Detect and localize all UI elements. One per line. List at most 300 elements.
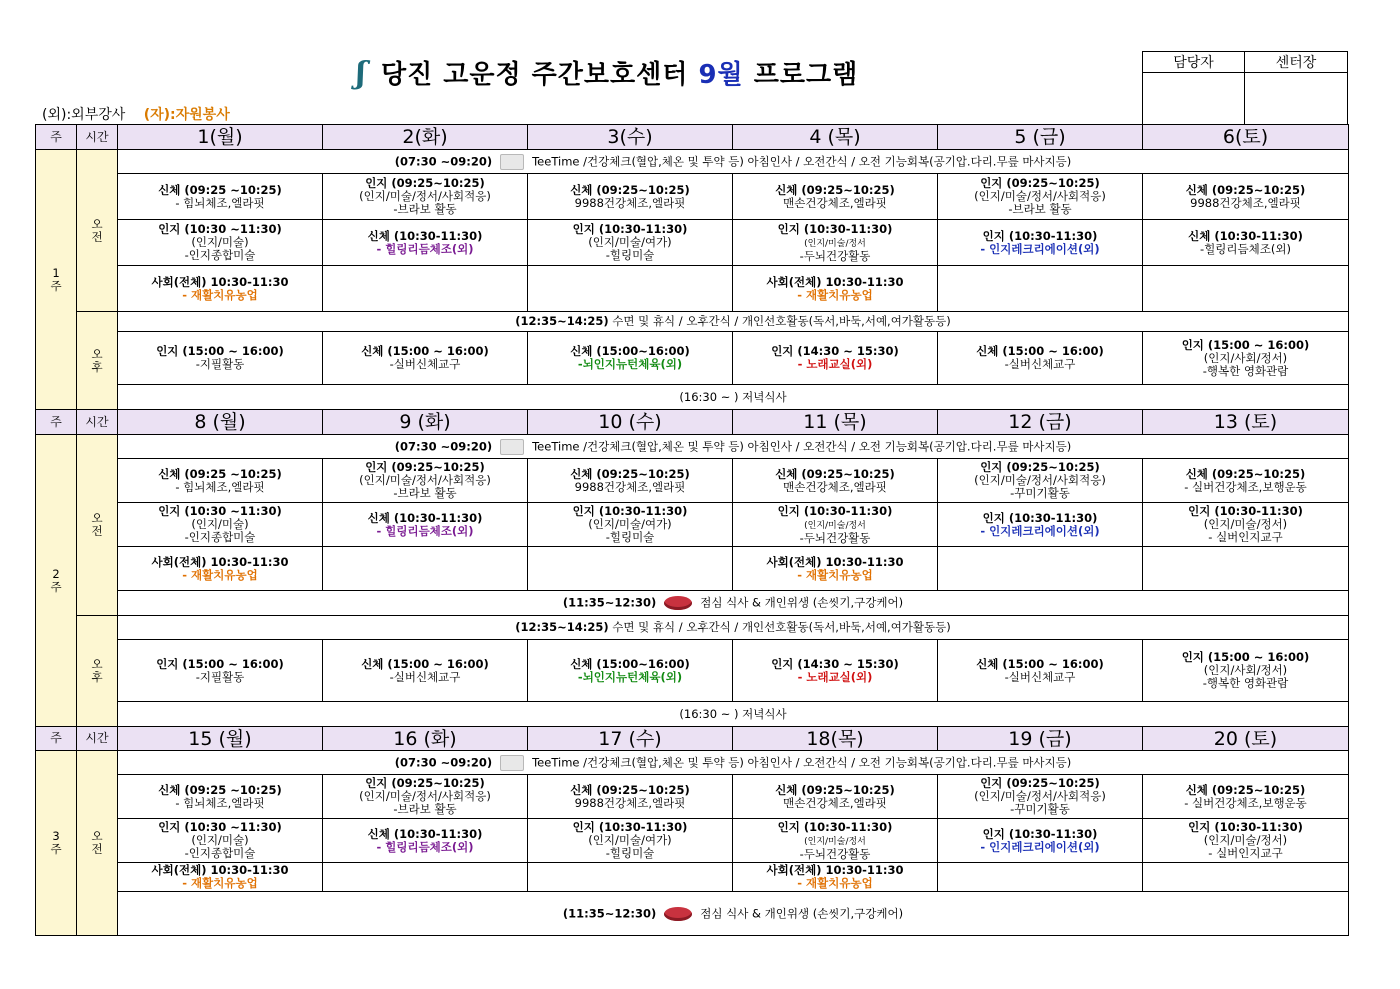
day-header-thu: 4 (목) (733, 125, 938, 150)
day-header-mon: 8 (월) (118, 410, 323, 435)
activity-line-2: - 힐링리듬체조(외) (376, 241, 474, 256)
dinner-text: (16:30 ~ ) 저녁식사 (679, 706, 787, 721)
activity-line-3: -두뇌건강활동 (799, 248, 871, 263)
bar-text: TeeTime /건강체크(혈압,체온 및 투약 등) 아침인사 / 오전간식 / 오전 기능회복(공기압.다리.무릎 마사지등) (532, 439, 1072, 453)
activity-line-2: (인지/미술/정서 (804, 520, 866, 531)
activity-line-1: 신체 (10:30-11:30) (367, 228, 483, 243)
schedule-row (36, 591, 1349, 616)
bar-time: (12:35~14:25) (515, 620, 609, 634)
schedule-row (36, 459, 1349, 503)
day-header-mon: 15 (월) (118, 727, 323, 751)
activity-line-3: -힐링미술 (605, 248, 655, 262)
week-label-text: 3 주 (50, 829, 62, 856)
schedule-row (36, 727, 1349, 751)
activity-cell-sat (1143, 547, 1349, 591)
bar-text: TeeTime /건강체크(혈압,체온 및 투약 등) 아침인사 / 오전간식 / 오전 기능회복(공기압.다리.무릎 마사지등) (532, 154, 1072, 168)
activity-line-2: - 힐링리듬체조(외) (376, 523, 474, 538)
activity-line-2: -지필활동 (195, 357, 245, 371)
activity-line-1: 신체 (15:00~16:00) (570, 656, 690, 671)
activity-line-3: -인지종합미술 (184, 248, 256, 262)
bar-time: (07:30 ~09:20) (394, 439, 493, 453)
activity-line-2: - 재활치유농업 (797, 876, 873, 890)
activity-line-1: 인지 (10:30-11:30) (777, 503, 893, 518)
activity-line-1: 인지 (15:00 ~ 16:00) (156, 344, 284, 358)
pm-activity-cell-mon (118, 640, 323, 702)
activity-line-1: 인지 (10:30-11:30) (777, 221, 893, 236)
activity-cell-thu (733, 775, 938, 819)
activity-line-2: (인지/미술) (191, 235, 249, 249)
activity-line-2: (인지/미술) (191, 517, 249, 531)
activity-line-1: 인지 (14:30 ~ 15:30) (771, 656, 899, 671)
activity-line-3: -두뇌건강활동 (799, 530, 871, 545)
activity-line-1: 신체 (09:25~10:25) (570, 466, 690, 481)
activity-cell-sat (1143, 174, 1349, 220)
sign-manager-label: 담당자 (1143, 52, 1245, 73)
activity-line-3: -꾸미기활동 (1010, 486, 1070, 500)
activity-line-2: -실버신체교구 (389, 669, 461, 684)
activity-line-2: -실버신체교구 (1004, 669, 1076, 684)
pm-activity-cell-tue (323, 332, 528, 385)
title-center-name: 당진 고운정 주간보호센터 (381, 60, 689, 90)
bar-text: 수면 및 휴식 / 오후간식 / 개인선호활동(독서,바둑,서예,여가활동등) (612, 314, 951, 328)
activity-line-1: 신체 (09:25 ~10:25) (158, 182, 282, 197)
activity-line-2: (인지/미술/정서) (1203, 833, 1288, 847)
activity-line-1: 신체 (10:30-11:30) (367, 510, 483, 525)
day-header-fri: 19 (금) (938, 727, 1143, 751)
day-header-mon: 1(월) (118, 125, 323, 150)
activity-cell-thu (733, 266, 938, 312)
bar-text: 점심 식사 & 개인위생 (손씻기,구강케어) (700, 906, 904, 920)
bar-time: (11:35~12:30) (562, 906, 657, 920)
activity-cell-thu (733, 503, 938, 547)
activity-line-1: 신체 (15:00~16:00) (570, 344, 690, 358)
activity-cell-tue (323, 266, 528, 312)
week-label-text: 2 주 (50, 566, 62, 594)
activity-cell-sat (1143, 819, 1349, 863)
schedule-row (36, 616, 1349, 640)
dinner-text: (16:30 ~ ) 저녁식사 (679, 389, 787, 404)
activity-line-2: - 인지레크리에이션(외) (980, 241, 1100, 256)
activity-line-1: 신체 (09:25~10:25) (570, 782, 690, 797)
activity-cell-fri (938, 775, 1143, 819)
day-header-sat: 6(토) (1143, 125, 1349, 150)
activity-line-2: (인지/미술/정서 (804, 238, 866, 249)
activity-cell-mon (118, 503, 323, 547)
activity-line-2: - 재활치유농업 (182, 876, 258, 890)
activity-cell-fri (938, 547, 1143, 591)
morning-routine-bar (118, 435, 1349, 459)
am-label (77, 150, 118, 312)
pm-activity-cell-wed (528, 640, 733, 702)
activity-cell-mon (118, 547, 323, 591)
activity-cell-sat (1143, 266, 1349, 312)
activity-line-3: -브라보 활동 (393, 486, 457, 500)
schedule-row (36, 547, 1349, 591)
activity-line-1: 사회(전체) 10:30-11:30 (766, 863, 904, 877)
activity-cell-fri (938, 266, 1143, 312)
activity-line-1: 신체 (09:25~10:25) (775, 466, 895, 481)
activity-line-2: 9988건강체조,엘라핏 (574, 479, 686, 494)
activity-cell-tue (323, 220, 528, 266)
schedule-row (36, 312, 1349, 332)
schedule-row (36, 863, 1349, 892)
activity-line-1: 신체 (10:30-11:30) (367, 826, 483, 841)
activity-cell-wed (528, 547, 733, 591)
activity-cell-fri (938, 503, 1143, 547)
activity-line-1: 사회(전체) 10:30-11:30 (766, 274, 904, 289)
activity-line-3: -브라보 활동 (393, 802, 457, 816)
pm-label-text: 오 후 (91, 657, 103, 684)
activity-line-1: 인지 (10:30-11:30) (1188, 820, 1303, 834)
tea-cup-icon (500, 439, 524, 455)
activity-line-1: 신체 (09:25~10:25) (775, 782, 895, 797)
activity-line-3: -두뇌건강활동 (799, 846, 871, 861)
pm-activity-cell-thu (733, 332, 938, 385)
day-header-sat: 13 (토) (1143, 410, 1349, 435)
bar-text: 점심 식사 & 개인위생 (손씻기,구강케어) (700, 595, 904, 610)
activity-line-1: 인지 (09:25~10:25) (365, 176, 485, 190)
rest-bar (118, 312, 1349, 332)
activity-line-3: -힐링미술 (605, 846, 655, 860)
activity-line-2: -힐링리듬체조(외) (1200, 241, 1291, 256)
dinner-bar (118, 385, 1349, 410)
activity-line-1: 인지 (09:25~10:25) (980, 460, 1100, 474)
activity-line-1: 신체 (09:25~10:25) (570, 182, 690, 197)
activity-cell-tue (323, 503, 528, 547)
pm-activity-cell-sat (1143, 332, 1349, 385)
activity-line-3: -행복한 영화관람 (1202, 676, 1289, 690)
activity-line-2: (인지/미술/여가) (588, 235, 672, 249)
activity-cell-mon (118, 459, 323, 503)
activity-line-3: - 실버인지교구 (1208, 530, 1283, 544)
activity-line-1: 신체 (09:25 ~10:25) (158, 782, 282, 797)
pm-label (77, 616, 118, 727)
center-logo-icon: ʃ (356, 56, 367, 91)
activity-line-2: - 인지레크리에이션(외) (980, 523, 1100, 538)
activity-cell-thu (733, 819, 938, 863)
bar-time: (12:35~14:25) (515, 314, 609, 328)
activity-line-1: 인지 (10:30-11:30) (982, 826, 1098, 841)
activity-line-2: (인지/미술/정서/사회적응) (359, 789, 491, 803)
activity-line-2: (인지/미술/정서/사회적응) (359, 473, 491, 487)
activity-line-1: 신체 (10:30-11:30) (1188, 228, 1303, 243)
schedule-row (36, 174, 1349, 220)
activity-line-2: (인지/미술/정서 (804, 836, 866, 847)
activity-line-3: -힐링미술 (605, 530, 655, 544)
week-col-header: 주 (36, 410, 77, 435)
activity-line-3: -브라보 활동 (393, 202, 457, 216)
activity-line-2: 맨손건강체조,엘라핏 (783, 795, 887, 810)
activity-line-2: (인지/미술/정서/사회적응) (359, 189, 491, 203)
schedule-row (36, 435, 1349, 459)
activity-cell-fri (938, 459, 1143, 503)
activity-cell-mon (118, 266, 323, 312)
activity-line-2: - 힘뇌체조,엘라핏 (175, 195, 265, 210)
activity-line-1: 인지 (10:30 ~11:30) (158, 504, 282, 518)
activity-line-2: (인지/미술/여가) (588, 833, 672, 847)
activity-line-1: 신체 (09:25~10:25) (775, 182, 895, 197)
schedule-row (36, 410, 1349, 435)
activity-cell-mon (118, 775, 323, 819)
activity-cell-thu (733, 547, 938, 591)
am-label-text: 오 전 (91, 216, 103, 244)
activity-line-1: 사회(전체) 10:30-11:30 (766, 554, 904, 569)
activity-line-2: - 재활치유농업 (182, 287, 258, 302)
pm-label (77, 312, 118, 410)
activity-line-2: 9988건강체조,엘라핏 (574, 195, 686, 210)
activity-line-2: -실버신체교구 (389, 357, 461, 371)
week-col-header: 주 (36, 125, 77, 150)
day-header-fri: 12 (금) (938, 410, 1143, 435)
activity-cell-sat (1143, 459, 1349, 503)
activity-line-1: 신체 (09:25~10:25) (1185, 182, 1306, 197)
activity-cell-wed (528, 863, 733, 892)
activity-line-1: 인지 (15:00 ~ 16:00) (1181, 337, 1310, 352)
activity-line-2: 9988건강체조,엘라핏 (574, 795, 686, 810)
activity-line-2: (인지/사회/정서) (1203, 663, 1288, 677)
activity-line-2: - 실버건강체조,보행운동 (1184, 479, 1307, 494)
legend (42, 104, 230, 124)
activity-line-2: -실버신체교구 (1004, 357, 1076, 371)
schedule-row (36, 332, 1349, 385)
activity-line-2: - 힘뇌체조,엘라핏 (175, 795, 265, 810)
activity-cell-wed (528, 819, 733, 863)
activity-cell-tue (323, 547, 528, 591)
activity-cell-thu (733, 459, 938, 503)
day-header-tue: 9 (화) (323, 410, 528, 435)
pm-activity-cell-fri (938, 332, 1143, 385)
activity-line-1: 신체 (09:25 ~10:25) (158, 466, 282, 481)
pm-activity-cell-mon (118, 332, 323, 385)
week-col-header: 주 (36, 727, 77, 751)
tea-cup-icon (500, 755, 524, 771)
pm-activity-cell-tue (323, 640, 528, 702)
activity-line-1: 인지 (10:30-11:30) (572, 504, 688, 518)
schedule-row (36, 503, 1349, 547)
day-header-thu: 11 (목) (733, 410, 938, 435)
day-header-thu: 18(목) (733, 727, 938, 751)
activity-cell-mon (118, 174, 323, 220)
activity-line-2: (인지/사회/정서) (1203, 350, 1288, 365)
activity-cell-tue (323, 863, 528, 892)
program-schedule (35, 124, 1349, 936)
rest-bar (118, 616, 1349, 640)
week-label (36, 751, 77, 936)
day-header-fri: 5 (금) (938, 125, 1143, 150)
title-month: 9월 (698, 60, 744, 90)
day-header-tue: 16 (화) (323, 727, 528, 751)
schedule-row (36, 640, 1349, 702)
schedule-row (36, 220, 1349, 266)
activity-cell-thu (733, 220, 938, 266)
day-header-sat: 20 (토) (1143, 727, 1349, 751)
morning-routine-bar (118, 751, 1349, 775)
activity-cell-tue (323, 819, 528, 863)
activity-cell-sat (1143, 220, 1349, 266)
schedule-row (36, 702, 1349, 727)
activity-cell-mon (118, 220, 323, 266)
activity-cell-wed (528, 220, 733, 266)
week-label (36, 150, 77, 410)
schedule-row (36, 266, 1349, 312)
dinner-bar (118, 702, 1349, 727)
activity-cell-thu (733, 174, 938, 220)
activity-line-3: -브라보 활동 (1008, 202, 1072, 216)
activity-line-3: -꾸미기활동 (1010, 802, 1070, 816)
activity-line-1: 인지 (09:25~10:25) (365, 776, 485, 790)
schedule-row (36, 385, 1349, 410)
activity-line-1: 인지 (10:30-11:30) (572, 222, 688, 236)
time-col-header: 시간 (77, 727, 118, 751)
activity-line-3: - 실버인지교구 (1208, 846, 1283, 860)
activity-cell-fri (938, 819, 1143, 863)
lunch-bar (118, 892, 1349, 936)
pm-activity-cell-wed (528, 332, 733, 385)
activity-line-1: 인지 (10:30 ~11:30) (158, 222, 282, 236)
pm-activity-cell-sat (1143, 640, 1349, 702)
activity-line-1: 인지 (14:30 ~ 15:30) (771, 344, 899, 358)
day-header-tue: 2(화) (323, 125, 528, 150)
approval-box (1142, 51, 1348, 127)
schedule-row (36, 819, 1349, 863)
schedule-row (36, 751, 1349, 775)
activity-line-1: 인지 (10:30-11:30) (572, 820, 688, 834)
activity-line-2: - 재활치유농업 (797, 567, 873, 582)
pm-activity-cell-fri (938, 640, 1143, 702)
activity-cell-wed (528, 775, 733, 819)
activity-cell-wed (528, 503, 733, 547)
activity-cell-wed (528, 266, 733, 312)
morning-routine-bar (118, 150, 1349, 174)
activity-line-2: - 힘뇌체조,엘라핏 (175, 479, 265, 494)
activity-cell-fri (938, 174, 1143, 220)
schedule-row (36, 775, 1349, 819)
page-title (356, 54, 858, 91)
activity-cell-mon (118, 863, 323, 892)
activity-cell-sat (1143, 503, 1349, 547)
activity-line-1: 인지 (10:30-11:30) (982, 510, 1098, 525)
activity-line-1: 사회(전체) 10:30-11:30 (151, 274, 289, 289)
activity-line-1: 인지 (09:25~10:25) (980, 776, 1100, 790)
legend-volunteer: (자):자원봉사 (143, 107, 230, 123)
activity-line-2: - 노래교실(외) (797, 669, 873, 684)
activity-line-1: 인지 (09:25~10:25) (980, 176, 1100, 190)
rice-bowl-icon (664, 907, 692, 921)
legend-outside-instructor: (외):외부강사 (42, 107, 126, 123)
schedule-row (36, 125, 1349, 150)
activity-cell-tue (323, 459, 528, 503)
schedule-row (36, 150, 1349, 174)
activity-line-2: - 인지레크리에이션(외) (980, 839, 1100, 854)
schedule-row (36, 892, 1349, 936)
sign-director-box (1245, 73, 1348, 127)
activity-cell-tue (323, 174, 528, 220)
title-program: 프로그램 (753, 60, 859, 90)
activity-line-2: 맨손건강체조,엘라핏 (783, 195, 887, 210)
activity-line-2: (인지/미술/정서/사회적응) (974, 789, 1106, 803)
activity-line-1: 신체 (15:00 ~ 16:00) (976, 344, 1104, 358)
activity-line-2: (인지/미술/정서/사회적응) (974, 189, 1106, 203)
activity-line-2: -뇌인지뉴턴체육(외) (577, 357, 683, 371)
activity-line-2: (인지/미술/정서) (1203, 517, 1288, 531)
activity-line-1: 신체 (15:00 ~ 16:00) (361, 344, 489, 358)
sign-director-label: 센터장 (1245, 52, 1348, 73)
activity-line-1: 사회(전체) 10:30-11:30 (151, 554, 289, 569)
week-label-text: 1 주 (50, 265, 62, 293)
activity-cell-sat (1143, 863, 1349, 892)
activity-line-2: - 재활치유농업 (182, 567, 258, 582)
am-label (77, 435, 118, 616)
pm-label-text: 오 후 (91, 346, 103, 374)
time-col-header: 시간 (77, 125, 118, 150)
activity-cell-fri (938, 220, 1143, 266)
day-header-wed: 10 (수) (528, 410, 733, 435)
time-col-header: 시간 (77, 410, 118, 435)
activity-line-2: - 재활치유농업 (797, 287, 873, 302)
activity-cell-sat (1143, 775, 1349, 819)
bar-time: (11:35~12:30) (562, 595, 657, 610)
activity-line-2: (인지/미술) (191, 833, 249, 847)
bar-text: TeeTime /건강체크(혈압,체온 및 투약 등) 아침인사 / 오전간식 / 오전 기능회복(공기압.다리.무릎 마사지등) (532, 755, 1072, 769)
day-header-wed: 3(수) (528, 125, 733, 150)
activity-line-2: -뇌인지뉴턴체육(외) (577, 669, 683, 684)
activity-line-1: 인지 (10:30 ~11:30) (158, 820, 282, 834)
activity-line-1: 인지 (10:30-11:30) (777, 819, 893, 834)
lunch-bar (118, 591, 1349, 616)
activity-line-2: (인지/미술/여가) (588, 517, 672, 531)
activity-line-3: -인지종합미술 (184, 846, 256, 860)
activity-line-1: 신체 (09:25~10:25) (1185, 782, 1306, 797)
activity-line-3: -인지종합미술 (184, 530, 256, 544)
week-label (36, 435, 77, 727)
activity-line-2: (인지/미술/정서/사회적응) (974, 473, 1106, 487)
activity-line-1: 사회(전체) 10:30-11:30 (151, 863, 289, 877)
sign-manager-box (1143, 73, 1245, 127)
bar-time: (07:30 ~09:20) (394, 755, 493, 769)
activity-line-1: 인지 (10:30-11:30) (982, 228, 1098, 243)
activity-cell-thu (733, 863, 938, 892)
activity-line-2: - 노래교실(외) (797, 357, 873, 371)
activity-cell-wed (528, 174, 733, 220)
am-label-text: 오 전 (91, 511, 103, 538)
am-label-text: 오 전 (91, 829, 103, 856)
activity-cell-tue (323, 775, 528, 819)
activity-line-1: 인지 (10:30-11:30) (1188, 504, 1303, 518)
activity-line-1: 인지 (09:25~10:25) (365, 460, 485, 474)
activity-line-1: 신체 (09:25~10:25) (1185, 466, 1306, 481)
activity-line-1: 인지 (15:00 ~ 16:00) (156, 656, 284, 671)
tea-cup-icon (500, 154, 524, 170)
activity-cell-mon (118, 819, 323, 863)
pm-activity-cell-thu (733, 640, 938, 702)
activity-line-1: 신체 (15:00 ~ 16:00) (361, 656, 489, 671)
day-header-wed: 17 (수) (528, 727, 733, 751)
am-label (77, 751, 118, 936)
activity-line-2: 맨손건강체조,엘라핏 (783, 479, 887, 494)
activity-cell-fri (938, 863, 1143, 892)
activity-line-3: -행복한 영화관람 (1202, 363, 1289, 378)
activity-line-2: - 힐링리듬체조(외) (376, 839, 474, 854)
rice-bowl-icon (664, 596, 692, 610)
activity-line-2: 9988건강체조,엘라핏 (1190, 195, 1301, 210)
activity-line-1: 인지 (15:00 ~ 16:00) (1181, 650, 1310, 664)
bar-time: (07:30 ~09:20) (394, 154, 493, 168)
activity-line-2: -지필활동 (195, 669, 245, 684)
bar-text: 수면 및 휴식 / 오후간식 / 개인선호활동(독서,바둑,서예,여가활동등) (612, 620, 951, 634)
activity-line-2: - 실버건강체조,보행운동 (1184, 795, 1307, 810)
activity-cell-wed (528, 459, 733, 503)
activity-line-1: 신체 (15:00 ~ 16:00) (976, 656, 1104, 671)
